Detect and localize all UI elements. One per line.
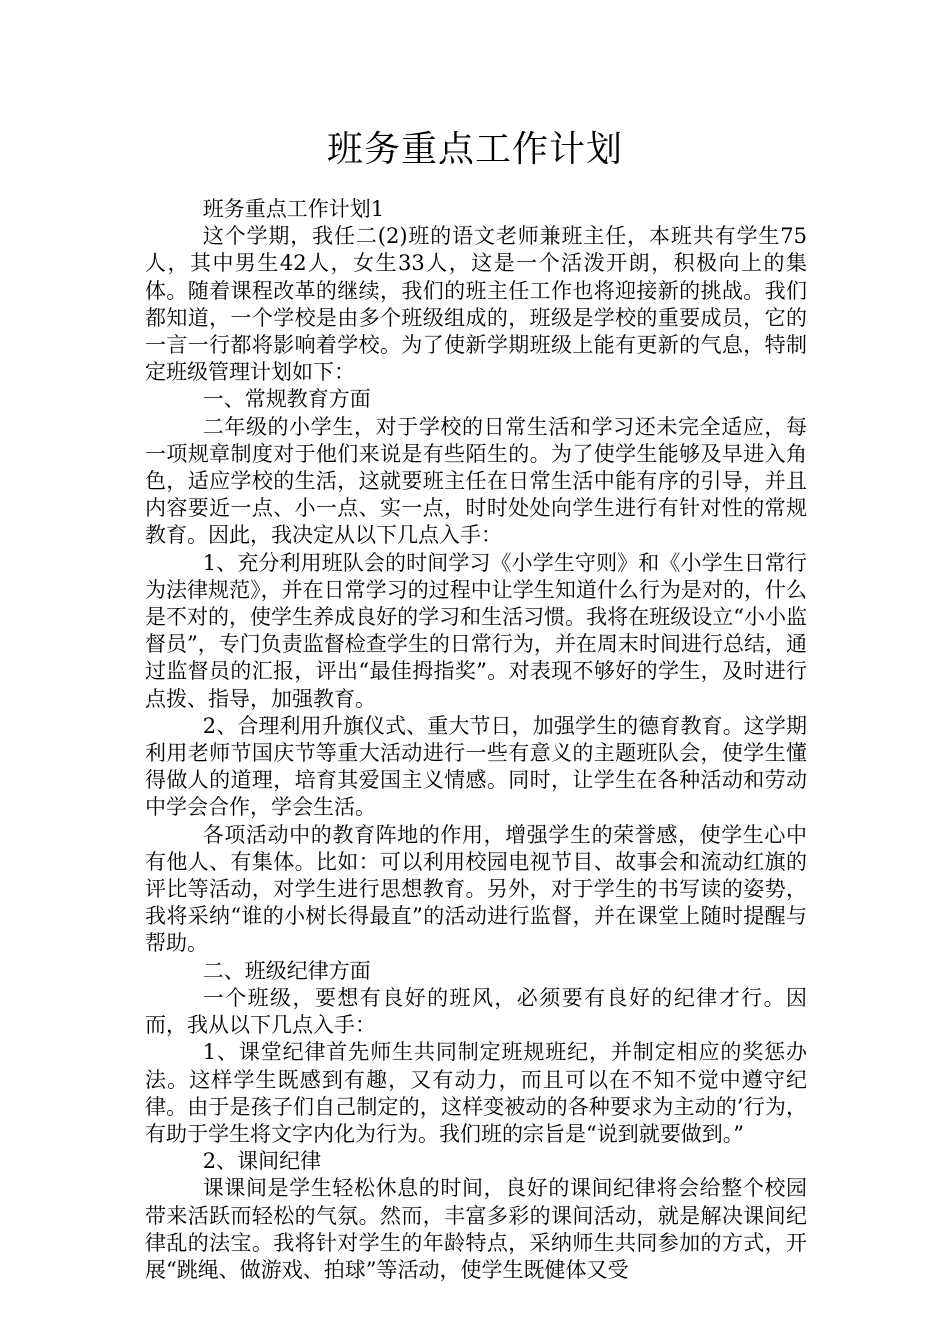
paragraph-routine-item-2: 2、合理利用升旗仪式、重大节日，加强学生的德育教育。这学期利用老师节国庆节等重大活动进行一些有意义的主题班队会，使学生懂得做人的道理，培育其爱国主义情感。同时，让学生在各种活动和劳动中学会合作，学会生活。: [145, 713, 807, 820]
paragraph-routine-intro: 二年级的小学生，对于学校的日常生活和学习还未完全适应，每一项规章制度对于他们来说是有些陌生的。为了使学生能够及早进入角色，适应学校的生活，这就要班主任在日常生活中能有序的引导，并且内容要近一点、小一点、实一点，时时处处向学生进行有针对性的常规教育。因此，我决定从以下几点入手：: [145, 414, 807, 548]
subtitle-paragraph: 班务重点工作计划1: [202, 197, 385, 221]
document-body: [145, 196, 807, 1284]
paragraph-discipline-intro: 一个班级，要想有良好的班风，必须要有良好的纪律才行。因而，我从以下几点入手：: [145, 985, 807, 1038]
section-heading-1: 一、常规教育方面: [202, 387, 371, 412]
paragraph-break-discipline: 课课间是学生轻松休息的时间，良好的课间纪律将会给整个校园带来活跃而轻松的气氛。然而，丰富多彩的课间活动，就是解决课间纪律乱的法宝。我将针对学生的年龄特点，采纳师生共同参加的方式，开展“跳绳、做游戏、拍球”等活动，使学生既健体又受: [145, 1176, 807, 1282]
intro-paragraph: 这个学期，我任二(2)班的语文老师兼班主任，本班共有学生75人，其中男生42人，女生33人，这是一个活泼开朗，积极向上的集体。随着课程改革的继续，我们的班主任工作也将迎接新的挑战。我们都知道，一个学校是由多个班级组成的，班级是学校的重要成员，它的一言一行都将影响着学校。为了使新学期班级上能有更新的气息，特制定班级管理计划如下：: [145, 224, 807, 385]
paragraph-activities: 各项活动中的教育阵地的作用，增强学生的荣誉感，使学生心中有他人、有集体。比如：可以利用校园电视节目、故事会和流动红旗的评比等活动，对学生进行思想教育。另外，对于学生的书写读的姿势，我将采纳“谁的小树长得最直”的活动进行监督，并在课堂上随时提醒与帮助。: [145, 822, 807, 956]
subheading-break-discipline: 2、课间纪律: [202, 1149, 322, 1174]
paragraph-routine-item-1: 1、充分利用班队会的时间学习《小学生守则》和《小学生日常行为法律规范》，并在日常学习的过程中让学生知道什么行为是对的，什么是不对的，使学生养成良好的学习和生活习惯。我将在班级设立“小小监督员”，专门负责监督检查学生的日常行为，并在周末时间进行总结，通过监督员的汇报，评出“最佳拇指奖”。对表现不够好的学生，及时进行点拨、指导，加强教育。: [145, 550, 807, 711]
section-heading-2: 二、班级纪律方面: [202, 958, 371, 983]
document-title: 班务重点工作计划: [326, 129, 623, 170]
paragraph-discipline-item-1: 1、课堂纪律首先师生共同制定班规班纪，并制定相应的奖惩办法。这样学生既感到有趣，又有动力，而且可以在不知不觉中遵守纪律。由于是孩子们自己制定的，这样变被动的各种要求为主动的’行为，有助于学生将文字内化为行为。我们班的宗旨是“说到就要做到。”: [145, 1040, 807, 1146]
